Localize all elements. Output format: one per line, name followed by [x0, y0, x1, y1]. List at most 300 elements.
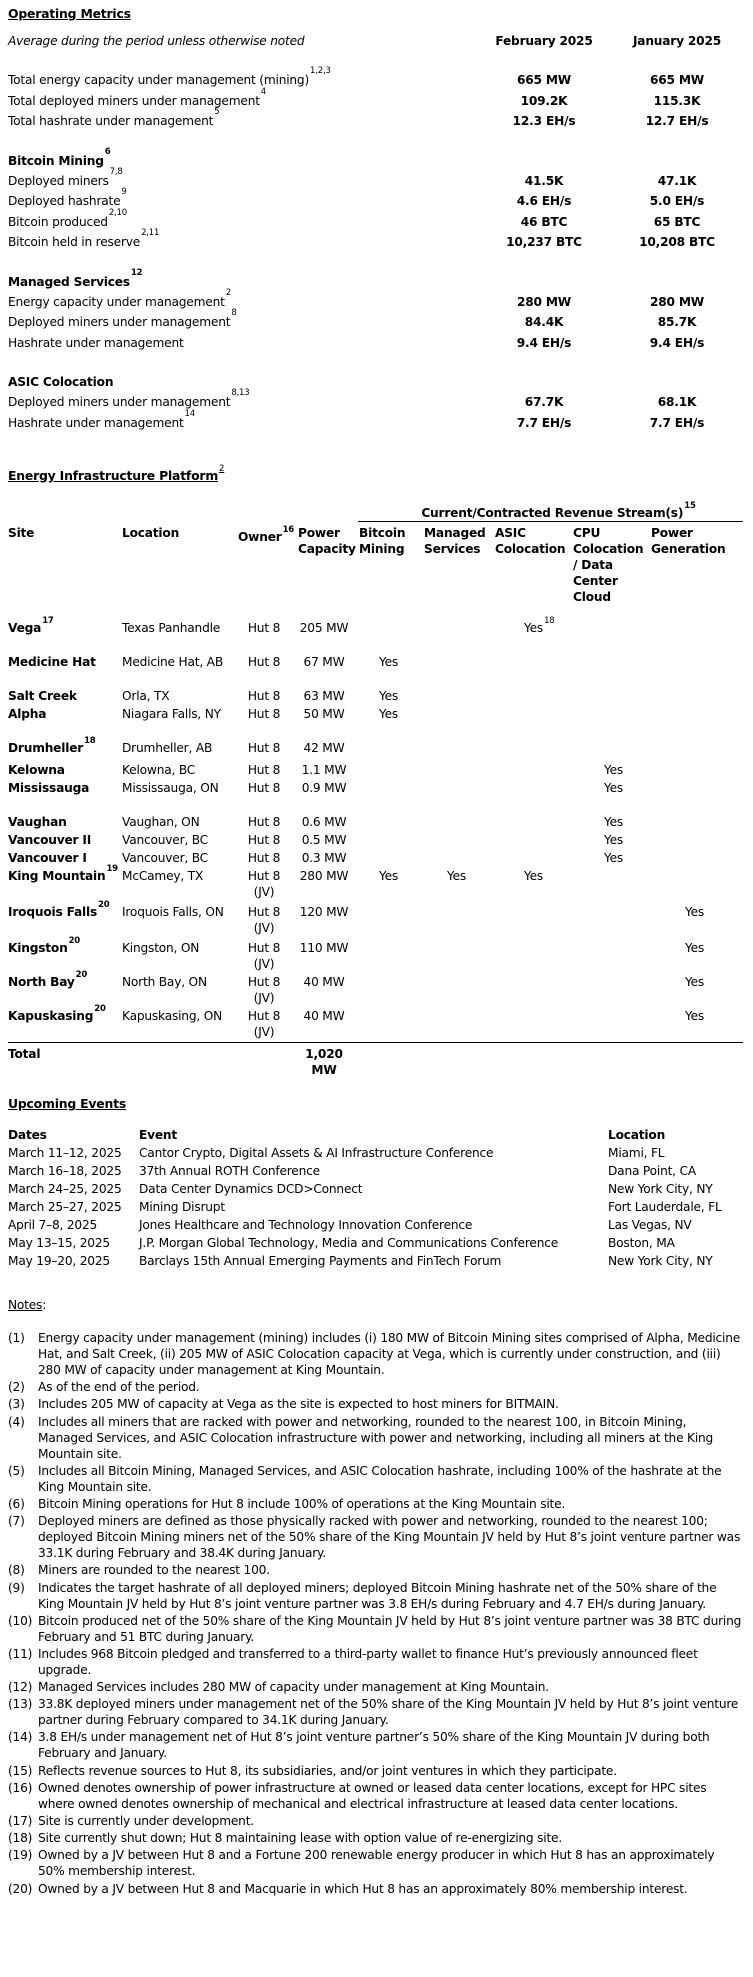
footnote-ref: 17: [42, 616, 54, 626]
note-number: (11): [8, 1646, 33, 1661]
bitcoin-mining-flag: Yes: [379, 655, 399, 669]
metric-group-title-text: ASIC Colocation: [8, 375, 114, 389]
site-power-capacity: 1.1 MW: [301, 763, 347, 777]
note-text: Deployed miners are defined as those physically racked with power and networking, rounded to the nearest 100; deployed Bitcoin Mining miners net of the 50% share of the King Mountain JV held by Hut 8’s joint venture partner was 33.1K during February and 38.4K during January.: [38, 1514, 741, 1561]
metric-row: [8, 166, 748, 192]
footnote-ref: 8,13: [231, 388, 250, 398]
site-location: Drumheller, AB: [122, 741, 213, 755]
note-item: [8, 1562, 743, 1578]
note-text: Owned by a JV between Hut 8 and Macquarie in which Hut 8 has an approximately 80% membership interest.: [38, 1881, 688, 1896]
site-location: McCamey, TX: [122, 869, 204, 883]
managed-services-flag: Yes: [447, 869, 467, 883]
site-name-text: Drumheller: [8, 741, 84, 755]
metric-label-text: Total hashrate under management: [8, 114, 214, 128]
footnote-ref: 4: [260, 86, 267, 97]
header-bitcoin-mining: Bitcoin Mining: [359, 526, 406, 556]
note-number: (15): [8, 1763, 33, 1778]
note-text: Indicates the target hashrate of all deployed miners; deployed Bitcoin Mining hashrate net of the 50% share of the King Mountain JV held by Hut 8’s joint venture partner was 3.8 EH/s during February and 4.7 EH/s during January.: [38, 1580, 717, 1611]
note-item: [8, 1613, 743, 1645]
note-text: As of the end of the period.: [38, 1380, 200, 1395]
total-row: [8, 1046, 743, 1080]
note-text: Bitcoin produced net of the 50% share of the King Mountain JV held by Hut 8’s joint venture partner was 38 BTC during February and 51 BTC during January.: [38, 1613, 742, 1644]
site-owner: Hut 8: [247, 833, 281, 847]
note-number: (3): [8, 1397, 25, 1412]
metric-label-text: Deployed miners under management: [8, 315, 231, 329]
metric-value-february: 109.2K: [520, 93, 568, 108]
note-number: (20): [8, 1881, 33, 1896]
site-owner: Hut 8 (JV): [247, 941, 281, 971]
metric-row: [8, 86, 748, 112]
site-name-text: Alpha: [8, 707, 47, 721]
site-row: [8, 736, 743, 762]
site-location: Iroquois Falls, ON: [122, 905, 224, 919]
note-number: (12): [8, 1680, 33, 1695]
note-text: Owned by a JV between Hut 8 and a Fortune 200 renewable energy producer in which Hut 8 has an approximately 50% membership interest.: [38, 1848, 715, 1879]
note-item: [8, 1696, 743, 1728]
site-owner: Hut 8 (JV): [247, 869, 281, 899]
note-text: Owned denotes ownership of power infrastructure at owned or leased data center locations, except for HPC sites where owned denotes ownership of mechanical and electrical infrastructure at leased data center locations.: [38, 1780, 707, 1811]
note-item: [8, 1830, 743, 1846]
metric-value-january: 12.7 EH/s: [645, 114, 709, 128]
header-dates: Dates: [8, 1128, 47, 1142]
site-name: [8, 864, 120, 884]
site-owner: Hut 8: [247, 815, 281, 829]
metrics-groups: [8, 132, 748, 434]
site-name: [8, 936, 120, 956]
site-owner: Hut 8: [247, 741, 281, 755]
note-number: (2): [8, 1380, 25, 1395]
site-name-text: Vega: [8, 621, 42, 635]
note-item: [8, 1463, 743, 1495]
power-generation-flag: Yes: [685, 1009, 705, 1023]
site-name-text: Vaughan: [8, 815, 67, 829]
note-number: (1): [8, 1331, 25, 1345]
metric-group-title-text: Bitcoin Mining: [8, 153, 104, 168]
metric-label-text: Deployed hashrate: [8, 194, 121, 208]
metrics-subtitle: Average during the period unless otherwise noted: [8, 34, 305, 48]
site-owner: Hut 8: [247, 689, 281, 703]
note-item: [8, 1729, 743, 1761]
metric-label: [8, 166, 123, 191]
metric-group-title: [8, 267, 748, 292]
footnote-ref: 18: [544, 616, 555, 626]
metric-label-text: Hashrate under management: [8, 335, 184, 350]
site-location: Vaughan, ON: [122, 815, 200, 829]
note-item: [8, 1580, 743, 1612]
footnote-ref: 12: [130, 267, 143, 278]
site-location: Vancouver, BC: [122, 833, 208, 847]
revenue-streams-header: Current/Contracted Revenue $Stream(s)^{15}$: [358, 505, 743, 522]
bitcoin-mining-flag: Yes: [379, 869, 399, 883]
note-text: Reflects revenue sources to Hut 8, its subsidiaries, and/or joint ventures in which they participate.: [38, 1763, 617, 1778]
metric-label: [8, 66, 331, 90]
metric-value-february: 9.4 EH/s: [516, 335, 572, 350]
event-location: Fort Lauderdale, FL: [608, 1200, 722, 1214]
site-name: [8, 850, 120, 866]
site-row: [8, 762, 743, 780]
site-power-capacity: 50 MW: [303, 707, 345, 721]
site-power-capacity: 120 MW: [299, 905, 349, 919]
metric-value-february: 7.7 EH/s: [516, 415, 572, 430]
header-power-capacity: Power Capacity: [298, 526, 356, 556]
notes-list: [8, 1330, 743, 1898]
header-location: Location: [122, 526, 180, 540]
metric-group-title-text: Managed Services: [8, 274, 130, 289]
header-power-generation: Power Generation: [651, 526, 726, 556]
asic-colocation-text: Yes: [524, 869, 544, 883]
table-body: [8, 616, 743, 1080]
events-body: [8, 1144, 748, 1270]
metric-label: [8, 228, 160, 252]
site-owner: Hut 8: [247, 707, 281, 721]
metric-label-text: Bitcoin held in reserve: [8, 235, 141, 249]
site-row: [8, 864, 743, 904]
events-header-row: [8, 1126, 748, 1144]
footnote-ref: 2,10: [108, 207, 127, 218]
site-name: [8, 762, 120, 778]
event-dates: March 16–18, 2025: [8, 1164, 122, 1178]
site-location: Kingston, ON: [122, 941, 200, 955]
note-text: Managed Services includes 280 MW of capacity under management at King Mountain.: [38, 1680, 549, 1695]
note-number: (18): [8, 1831, 33, 1846]
site-location: Kelowna, BC: [122, 763, 196, 777]
site-power-capacity: 110 MW: [299, 941, 349, 955]
header-location: Location: [608, 1128, 666, 1142]
site-location: North Bay, ON: [122, 975, 207, 989]
metric-value-january: 68.1K: [657, 395, 697, 409]
site-name-text: Vancouver I: [8, 851, 87, 865]
metric-row: [8, 388, 748, 413]
site-name-text: Iroquois Falls: [8, 905, 98, 919]
note-item: [8, 1496, 743, 1512]
site-name: [8, 706, 120, 722]
site-name-text: North Bay: [8, 975, 75, 989]
metric-value-january: 47.1K: [657, 173, 697, 188]
cpu-colocation-flag: Yes: [604, 833, 624, 847]
footnote-ref: 20: [98, 900, 110, 910]
note-number: (19): [8, 1848, 33, 1863]
asic-colocation-flag: [524, 868, 543, 884]
site-name: [8, 780, 120, 796]
note-item: [8, 1330, 743, 1378]
event-name: Mining Disrupt: [139, 1200, 225, 1214]
metric-label-text: Deployed miners: [8, 173, 109, 188]
event-name: Cantor Crypto, Digital Assets & AI Infrastructure Conference: [139, 1146, 494, 1160]
metric-label: [8, 333, 184, 353]
metric-value-february: 280 MW: [516, 294, 572, 309]
metrics-header-row: [8, 34, 748, 54]
footnote-ref: 18: [84, 736, 96, 746]
metric-row: [8, 228, 748, 253]
event-name: Jones Healthcare and Technology Innovation Conference: [139, 1218, 473, 1232]
metric-row: [8, 107, 748, 132]
metric-row: [8, 287, 748, 313]
footnote-ref: 9: [121, 187, 127, 197]
total-power-capacity: 1,020 MW: [305, 1047, 343, 1077]
event-row: [8, 1198, 748, 1216]
site-row: [8, 936, 743, 974]
site-owner: Hut 8 (JV): [247, 1009, 281, 1039]
operating-metrics-section: [8, 6, 748, 433]
notes-title: Notes:: [8, 1298, 47, 1312]
column-header-january: January 2025: [632, 34, 722, 48]
note-number: (13): [8, 1697, 33, 1712]
metric-value-february: 10,237 BTC: [506, 235, 582, 249]
site-name: [8, 616, 120, 636]
metric-value-january: 115.3K: [653, 93, 701, 108]
event-row: [8, 1180, 748, 1198]
note-item: [8, 1881, 743, 1897]
site-owner: Hut 8: [247, 851, 281, 865]
header-asic-colocation: ASIC Colocation: [495, 526, 566, 556]
site-name-text: Kapuskasing: [8, 1009, 94, 1023]
note-number: (5): [8, 1463, 25, 1478]
footnote-ref: 1,2,3: [310, 66, 331, 76]
note-text: Includes 968 Bitcoin pledged and transferred to a third-party wallet to finance Hut’s previously announced fleet upgrade.: [38, 1646, 698, 1677]
site-name: [8, 736, 120, 756]
note-item: [8, 1679, 743, 1695]
site-location: Mississauga, ON: [122, 781, 219, 795]
site-owner: Hut 8: [247, 655, 281, 669]
metric-label-text: Total deployed miners under management: [8, 93, 260, 108]
footnote-ref: 14: [184, 408, 195, 419]
site-row: [8, 706, 743, 740]
footnote-ref: 5: [214, 107, 220, 117]
asic-colocation-text: Yes: [524, 621, 544, 635]
footnote-ref: 2,11: [141, 228, 160, 238]
site-power-capacity: 280 MW: [299, 869, 349, 883]
metric-label-text: Deployed miners under management: [8, 395, 231, 409]
event-location: Boston, MA: [608, 1236, 675, 1250]
note-text: Includes all Bitcoin Mining, Managed Services, and ASIC Colocation hashrate, including 100% of the hashrate at the King Mountain site.: [38, 1463, 722, 1494]
site-name-text: Salt Creek: [8, 689, 77, 703]
note-number: (4): [8, 1414, 25, 1429]
note-item: [8, 1847, 743, 1879]
note-number: (6): [8, 1496, 25, 1511]
site-name-text: Kelowna: [8, 763, 65, 777]
note-text: Miners are rounded to the nearest 100.: [38, 1563, 270, 1578]
metric-label: [8, 287, 231, 312]
note-item: [8, 1513, 743, 1561]
site-row: [8, 616, 743, 654]
bitcoin-mining-flag: Yes: [379, 707, 399, 721]
site-power-capacity: 67 MW: [303, 655, 345, 669]
note-text: Site is currently under development.: [38, 1814, 254, 1828]
note-text: Energy capacity under management (mining) includes (i) 180 MW of Bitcoin Mining sites comprised of Alpha, Medicine Hat, and Salt Creek, (ii) 205 MW of ASIC Colocation capacity at Vega, which is currently under construction, and (iii) 280 MW of capacity under management at King Mountain.: [38, 1331, 741, 1377]
note-text: 3.8 EH/s under management net of Hut 8’s joint venture partner’s 50% share of the King Mountain JV during both February and January.: [38, 1730, 710, 1761]
site-power-capacity: 63 MW: [303, 689, 345, 703]
metric-row: [8, 308, 748, 333]
metric-value-january: 9.4 EH/s: [649, 335, 705, 350]
note-text: Bitcoin Mining operations for Hut 8 include 100% of operations at the King Mountain site.: [38, 1496, 566, 1511]
metric-value-february: 41.5K: [524, 173, 564, 188]
note-text: 33.8K deployed miners under management net of the 50% share of the King Mountain JV held by Hut 8’s joint venture partner during February compared to 34.1K during January.: [38, 1697, 739, 1728]
energy-platform-title: Energy Infrastructure Platform$^2$: [8, 464, 225, 483]
site-power-capacity: 205 MW: [299, 621, 349, 635]
site-name: [8, 814, 120, 830]
site-location: Medicine Hat, AB: [122, 655, 223, 669]
site-row: [8, 654, 743, 688]
note-item: [8, 1414, 743, 1462]
site-name: [8, 970, 120, 990]
event-location: New York City, NY: [608, 1254, 713, 1268]
site-owner: Hut 8 (JV): [247, 905, 281, 935]
note-number: (14): [8, 1730, 33, 1745]
metric-value-february: 84.4K: [524, 315, 564, 329]
metrics-totals: [8, 66, 748, 132]
metric-row: [8, 66, 748, 91]
site-row: [8, 1004, 743, 1042]
note-number: (7): [8, 1514, 25, 1529]
metric-value-february: 67.7K: [524, 395, 564, 409]
event-location: New York City, NY: [608, 1182, 713, 1196]
footnote-ref: 6: [104, 146, 111, 157]
metric-label: [8, 207, 127, 232]
upcoming-events-title: Upcoming Events: [8, 1096, 127, 1111]
note-text: Includes all miners that are racked with power and networking, rounded to the nearest 100, in Bitcoin Mining, Managed Services, and ASIC Colocation infrastructure with power and networking, including all miners at the King Mountain site.: [38, 1414, 714, 1461]
cpu-colocation-flag: Yes: [604, 763, 624, 777]
metric-label: [8, 308, 237, 332]
note-number: (10): [8, 1613, 33, 1628]
note-item: [8, 1813, 743, 1829]
event-dates: May 13–15, 2025: [8, 1236, 110, 1250]
site-power-capacity: 0.3 MW: [301, 851, 347, 865]
note-item: [8, 1763, 743, 1779]
bitcoin-mining-flag: Yes: [379, 689, 399, 703]
metric-value-january: 7.7 EH/s: [649, 415, 705, 430]
event-dates: April 7–8, 2025: [8, 1218, 98, 1232]
event-dates: March 25–27, 2025: [8, 1200, 122, 1214]
metric-label-text: Energy capacity under management: [8, 294, 225, 309]
event-row: [8, 1162, 748, 1180]
metric-value-january: 665 MW: [649, 73, 705, 87]
site-power-capacity: 0.9 MW: [301, 781, 347, 795]
note-item: [8, 1646, 743, 1678]
event-name: Data Center Dynamics DCD>Connect: [139, 1182, 363, 1196]
metric-value-january: 85.7K: [657, 315, 697, 329]
metric-label: [8, 408, 195, 433]
site-owner: Hut 8 (JV): [247, 975, 281, 1005]
site-row: [8, 850, 743, 868]
site-row: [8, 780, 743, 814]
note-number: (16): [8, 1780, 33, 1795]
site-power-capacity: 42 MW: [303, 741, 345, 755]
site-power-capacity: 0.5 MW: [301, 833, 347, 847]
cpu-colocation-flag: Yes: [604, 815, 624, 829]
metric-row: [8, 333, 748, 354]
site-row: [8, 688, 743, 706]
site-owner: Hut 8: [247, 763, 281, 777]
header-site: Site: [8, 526, 35, 540]
metric-value-february: 12.3 EH/s: [512, 114, 576, 128]
site-name-text: Kingston: [8, 941, 68, 955]
site-row: [8, 970, 743, 1008]
note-number: (8): [8, 1563, 25, 1578]
event-row: [8, 1216, 748, 1234]
event-location: Miami, FL: [608, 1146, 665, 1160]
footnote-ref: 20: [75, 970, 88, 980]
note-number: (17): [8, 1814, 33, 1828]
site-name-text: King Mountain: [8, 869, 106, 883]
total-label: Total: [8, 1047, 41, 1061]
footnote-ref: 7,8: [109, 166, 123, 177]
total-divider: [8, 1042, 743, 1043]
event-dates: March 24–25, 2025: [8, 1182, 122, 1196]
event-name: 37th Annual ROTH Conference: [139, 1164, 320, 1178]
metric-label: [8, 86, 267, 111]
operating-metrics-title: Operating Metrics: [8, 6, 131, 21]
power-generation-flag: Yes: [685, 975, 705, 989]
site-power-capacity: 40 MW: [303, 975, 345, 989]
site-name: [8, 832, 120, 848]
site-location: Texas Panhandle: [122, 621, 221, 635]
site-name: [8, 900, 120, 920]
footnote-ref: 20: [68, 936, 80, 946]
metric-label-text: Total energy capacity under management (mining): [8, 73, 310, 87]
metric-row: [8, 408, 748, 434]
site-name: [8, 1004, 120, 1024]
metric-label-text: Bitcoin produced: [8, 214, 108, 229]
note-number: (9): [8, 1580, 25, 1595]
footnote-ref: 8: [231, 308, 237, 318]
site-power-capacity: 40 MW: [303, 1009, 345, 1023]
table-header: [8, 525, 743, 615]
site-name-text: Mississauga: [8, 781, 90, 795]
note-text: Includes 205 MW of capacity at Vega as the site is expected to host miners for BITMAIN.: [38, 1397, 559, 1412]
note-item: [8, 1780, 743, 1812]
site-name-text: Vancouver II: [8, 833, 92, 847]
site-location: Kapuskasing, ON: [122, 1009, 223, 1023]
metric-value-january: 280 MW: [649, 294, 705, 309]
event-location: Dana Point, CA: [608, 1164, 696, 1178]
upcoming-events-table: [8, 1126, 748, 1270]
event-row: [8, 1144, 748, 1162]
site-name: [8, 654, 120, 670]
event-row: [8, 1234, 748, 1252]
site-row: [8, 900, 743, 940]
site-location: Vancouver, BC: [122, 851, 208, 865]
asic-colocation-flag: [524, 616, 555, 636]
header-cpu-colocation: CPU Colocation / Data Center Cloud: [573, 526, 644, 604]
note-item: [8, 1396, 743, 1412]
event-location: Las Vegas, NV: [608, 1218, 692, 1232]
note-text: Site currently shut down; Hut 8 maintaining lease with option value of re-energizing site.: [38, 1831, 563, 1846]
header-event: Event: [139, 1128, 178, 1142]
metric-label-text: Hashrate under management: [8, 415, 184, 430]
metric-value-february: 665 MW: [516, 73, 572, 87]
power-generation-flag: Yes: [685, 905, 705, 919]
event-name: J.P. Morgan Global Technology, Media and Communications Conference: [139, 1236, 559, 1250]
site-location: Orla, TX: [122, 689, 170, 703]
event-dates: March 11–12, 2025: [8, 1146, 122, 1160]
footnote-ref: 19: [106, 864, 118, 874]
metric-label: [8, 107, 220, 131]
metric-value-february: 46 BTC: [520, 214, 568, 229]
event-name: Barclays 15th Annual Emerging Payments and FinTech Forum: [139, 1254, 502, 1268]
cpu-colocation-flag: Yes: [604, 781, 624, 795]
site-name: [8, 688, 120, 704]
metric-value-february: 4.6 EH/s: [516, 194, 572, 208]
header-managed-services: Managed Services: [424, 526, 486, 556]
site-power-capacity: 0.6 MW: [301, 815, 347, 829]
metric-row: [8, 207, 748, 233]
site-name-text: Medicine Hat: [8, 655, 96, 669]
cpu-colocation-flag: Yes: [604, 851, 624, 865]
metric-value-january: 10,208 BTC: [639, 235, 715, 249]
power-generation-flag: Yes: [685, 941, 705, 955]
metric-value-january: 5.0 EH/s: [649, 194, 705, 208]
site-owner: Hut 8: [247, 781, 281, 795]
